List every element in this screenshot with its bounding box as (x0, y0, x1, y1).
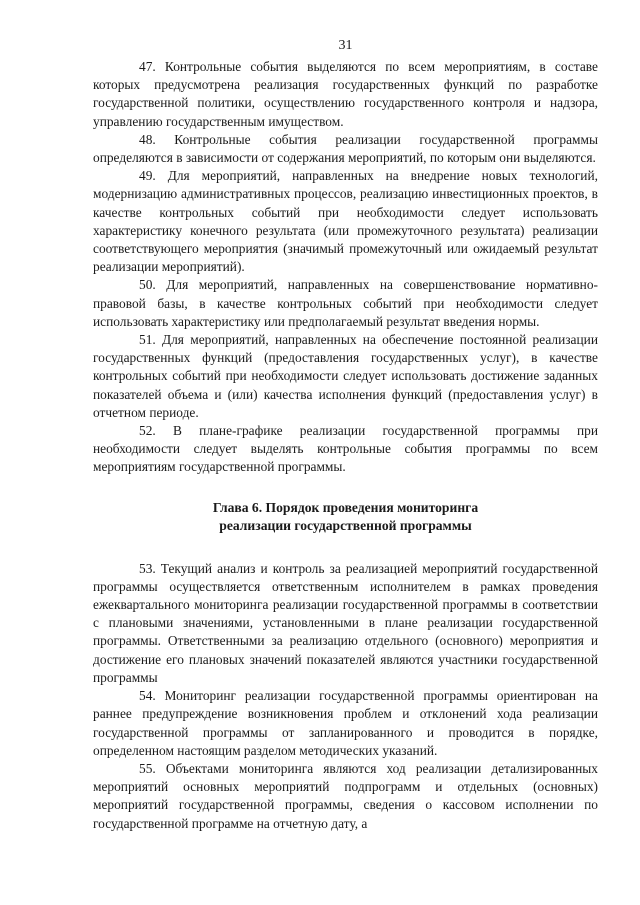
paragraph-47: 47. Контрольные события выделяются по всем мероприятиям, в составе которых предусмотрена реализация государственных функций по разработке государственной политики, осуществлению государственного контроля и надзора, управлению государственным имуществом. (93, 59, 598, 129)
paragraph-52: 52. В плане-графике реализации государственной программы при необходимости следует выделять контрольные события программы по всем мероприятиям государственной программы. (93, 423, 598, 475)
paragraph-51: 51. Для мероприятий, направленных на обеспечение постоянной реализации государственных функций (предоставления государственных услуг), в качестве контрольных событий при необходимости следует использовать достижение заданных показателей объема и (или) качества исполнения функций (предоставления услуг) в отчетном периоде. (93, 332, 598, 420)
paragraph-50: 50. Для мероприятий, направленных на совершенствование нормативно-правовой базы, в качестве контрольных событий при необходимости следует использовать характеристику или предполагаемый результат введения нормы. (93, 277, 598, 329)
paragraph-53: 53. Текущий анализ и контроль за реализацией мероприятий государственной программы осуществляется ответственным исполнителем в рамках проведения ежеквартального мониторинга реализации государственной программы в соответствии с плановыми значениями, установленными в плане реализации государственной программы. Ответственными за реализацию отдельного (основного) мероприятия и достижение его плановых значений показателей являются участники государственной программы (93, 560, 598, 685)
chapter-heading-line-1: Глава 6. Порядок проведения мониторинга (212, 499, 479, 515)
page-number: 31 (338, 38, 353, 53)
paragraph-54: 54. Мониторинг реализации государственной программы ориентирован на раннее предупреждение возникновения проблем и отклонений хода реализации государственной программы от запланированного и проводится в порядке, определенном настоящим разделом методических указаний. (93, 688, 598, 758)
paragraph-48: 48. Контрольные события реализации государственной программы определяются в зависимости от содержания мероприятий, по которым они выделяются. (93, 131, 598, 166)
paragraph-49: 49. Для мероприятий, направленных на внедрение новых технологий, модернизацию административных процессов, реализацию инвестиционных проектов, в качестве контрольных событий при необходимости следует использовать характеристику конечного результата (или промежуточного результата) реализации соответствующего мероприятия (значимый промежуточный или ожидаемый результат реализации мероприятий). (93, 168, 598, 275)
paragraph-55: 55. Объектами мониторинга являются ход реализации детализированных мероприятий основных мероприятий подпрограмм и отдельных (основных) мероприятий государственной программы, сведения о кассовом исполнении по государственной программе на отчетную дату, а (93, 760, 598, 831)
chapter-heading-line-2: реализации государственной программы (219, 518, 472, 534)
chapter-heading (93, 499, 598, 536)
